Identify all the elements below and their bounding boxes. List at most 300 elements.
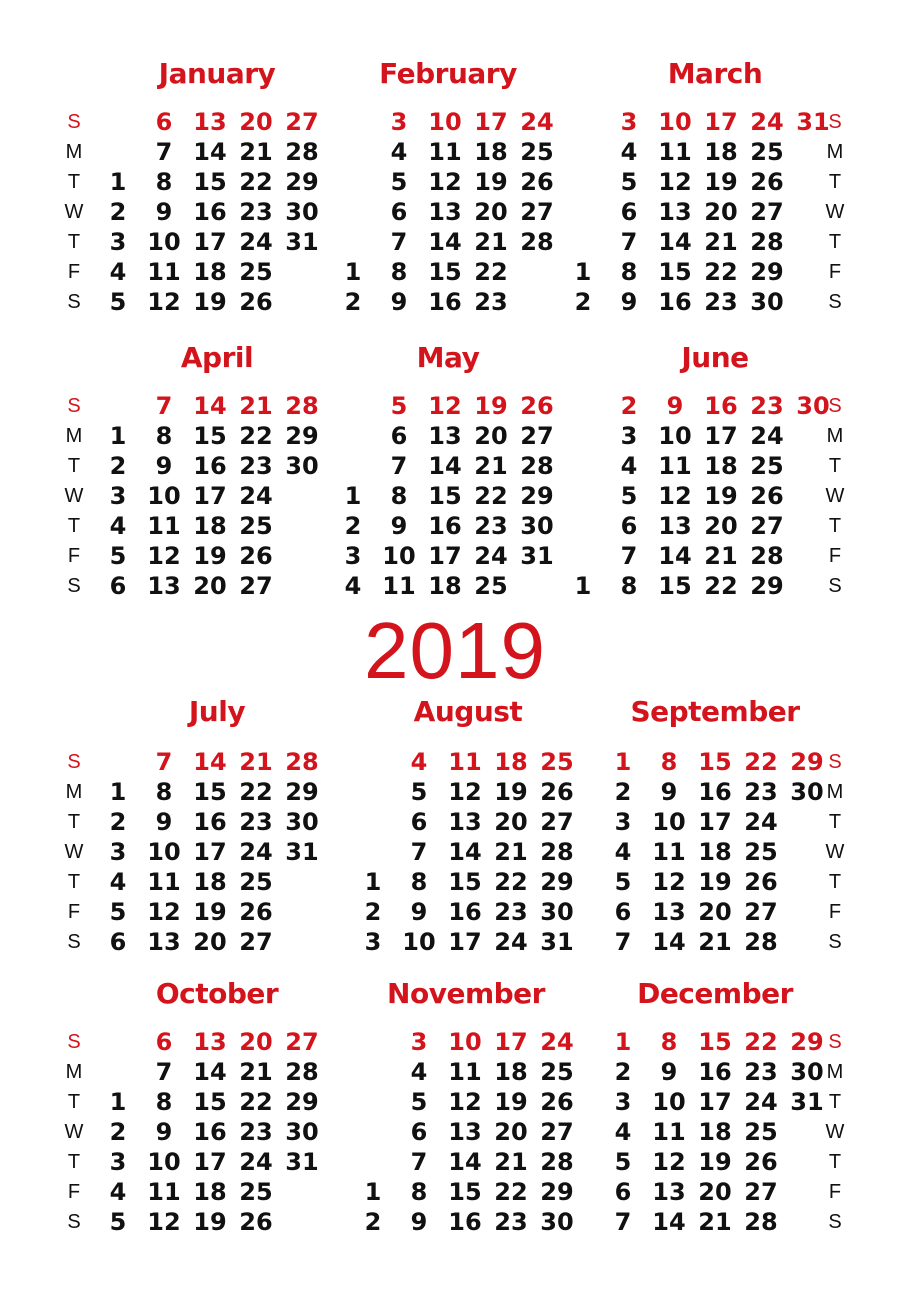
day-cell: 26 [239, 898, 273, 926]
weekday-label: F [67, 901, 81, 923]
day-cell: 9 [410, 1208, 428, 1236]
day-cell: 18 [428, 572, 462, 600]
day-cell: 3 [109, 228, 127, 256]
day-cell: 3 [109, 838, 127, 866]
day-cell: 6 [620, 512, 638, 540]
day-cell: 15 [193, 422, 227, 450]
day-cell: 29 [520, 482, 554, 510]
weekday-label: F [828, 901, 842, 923]
day-cell: 18 [193, 1178, 227, 1206]
weekday-label: T [828, 871, 842, 893]
day-cell: 25 [744, 838, 778, 866]
day-cell: 13 [147, 928, 181, 956]
day-cell: 27 [285, 108, 319, 136]
day-cell: 7 [155, 748, 173, 776]
day-cell: 2 [574, 288, 592, 316]
day-cell: 5 [109, 1208, 127, 1236]
weekday-label: S [828, 1211, 842, 1233]
day-cell: 21 [494, 838, 528, 866]
day-cell: 18 [193, 258, 227, 286]
month-title: February [379, 57, 517, 90]
day-cell: 9 [155, 1118, 173, 1146]
day-cell: 2 [614, 1058, 632, 1086]
day-cell: 22 [239, 1088, 273, 1116]
day-cell: 20 [494, 1118, 528, 1146]
day-cell: 26 [239, 542, 273, 570]
weekday-label: S [67, 291, 81, 313]
day-cell: 20 [698, 898, 732, 926]
day-cell: 16 [428, 512, 462, 540]
day-cell: 26 [750, 482, 784, 510]
day-cell: 20 [494, 808, 528, 836]
day-cell: 8 [155, 778, 173, 806]
day-cell: 18 [494, 1058, 528, 1086]
day-cell: 9 [155, 198, 173, 226]
day-cell: 13 [193, 108, 227, 136]
day-cell: 7 [410, 838, 428, 866]
day-cell: 12 [652, 1148, 686, 1176]
day-cell: 28 [744, 928, 778, 956]
day-cell: 1 [574, 572, 592, 600]
weekday-label: S [67, 1211, 81, 1233]
weekday-label: F [828, 261, 842, 283]
day-cell: 3 [344, 542, 362, 570]
day-cell: 24 [750, 108, 784, 136]
day-cell: 31 [285, 228, 319, 256]
month-title: May [416, 341, 480, 374]
month-title: September [630, 695, 800, 728]
weekday-label: T [67, 171, 81, 193]
day-cell: 12 [658, 168, 692, 196]
day-cell: 26 [520, 168, 554, 196]
weekday-label: S [67, 575, 81, 597]
day-cell: 26 [520, 392, 554, 420]
day-cell: 7 [155, 392, 173, 420]
weekday-label: T [828, 1151, 842, 1173]
day-cell: 20 [698, 1178, 732, 1206]
weekday-label: F [67, 545, 81, 567]
day-cell: 11 [147, 868, 181, 896]
day-cell: 19 [193, 288, 227, 316]
day-cell: 24 [239, 228, 273, 256]
day-cell: 4 [614, 838, 632, 866]
day-cell: 16 [658, 288, 692, 316]
weekday-label: T [828, 231, 842, 253]
day-cell: 11 [448, 1058, 482, 1086]
day-cell: 1 [344, 258, 362, 286]
day-cell: 21 [474, 228, 508, 256]
day-cell: 30 [540, 898, 574, 926]
day-cell: 14 [428, 228, 462, 256]
day-cell: 28 [285, 748, 319, 776]
day-cell: 30 [540, 1208, 574, 1236]
day-cell: 21 [698, 928, 732, 956]
day-cell: 23 [239, 1118, 273, 1146]
day-cell: 20 [193, 572, 227, 600]
day-cell: 15 [428, 258, 462, 286]
day-cell: 11 [652, 838, 686, 866]
day-cell: 22 [744, 1028, 778, 1056]
day-cell: 7 [155, 1058, 173, 1086]
day-cell: 10 [147, 482, 181, 510]
day-cell: 14 [193, 748, 227, 776]
day-cell: 17 [448, 928, 482, 956]
day-cell: 25 [474, 572, 508, 600]
day-cell: 26 [239, 288, 273, 316]
day-cell: 6 [390, 422, 408, 450]
day-cell: 2 [364, 1208, 382, 1236]
day-cell: 28 [520, 452, 554, 480]
weekday-label: F [67, 1181, 81, 1203]
weekday-label: T [828, 811, 842, 833]
day-cell: 18 [704, 452, 738, 480]
day-cell: 10 [147, 228, 181, 256]
day-cell: 27 [520, 198, 554, 226]
day-cell: 2 [109, 808, 127, 836]
day-cell: 11 [147, 258, 181, 286]
day-cell: 28 [285, 392, 319, 420]
day-cell: 8 [155, 1088, 173, 1116]
day-cell: 10 [448, 1028, 482, 1056]
day-cell: 31 [520, 542, 554, 570]
weekday-label: T [67, 811, 81, 833]
day-cell: 25 [540, 1058, 574, 1086]
day-cell: 10 [147, 838, 181, 866]
day-cell: 17 [193, 482, 227, 510]
day-cell: 20 [704, 198, 738, 226]
day-cell: 2 [109, 1118, 127, 1146]
weekday-label: W [64, 485, 84, 507]
day-cell: 15 [658, 258, 692, 286]
day-cell: 13 [428, 422, 462, 450]
month-title: August [413, 695, 523, 728]
day-cell: 14 [658, 542, 692, 570]
day-cell: 16 [193, 198, 227, 226]
day-cell: 2 [109, 198, 127, 226]
weekday-label: T [67, 1151, 81, 1173]
day-cell: 1 [109, 1088, 127, 1116]
day-cell: 7 [410, 1148, 428, 1176]
day-cell: 30 [796, 392, 830, 420]
day-cell: 19 [704, 168, 738, 196]
day-cell: 11 [428, 138, 462, 166]
day-cell: 4 [390, 138, 408, 166]
day-cell: 5 [620, 168, 638, 196]
day-cell: 14 [658, 228, 692, 256]
day-cell: 19 [474, 168, 508, 196]
day-cell: 8 [410, 868, 428, 896]
day-cell: 9 [660, 778, 678, 806]
day-cell: 7 [614, 1208, 632, 1236]
day-cell: 23 [239, 808, 273, 836]
weekday-label: S [828, 395, 842, 417]
day-cell: 18 [193, 868, 227, 896]
day-cell: 8 [660, 748, 678, 776]
day-cell: 5 [614, 1148, 632, 1176]
day-cell: 8 [620, 572, 638, 600]
day-cell: 15 [698, 1028, 732, 1056]
day-cell: 3 [364, 928, 382, 956]
day-cell: 9 [410, 898, 428, 926]
day-cell: 29 [540, 868, 574, 896]
day-cell: 25 [239, 868, 273, 896]
day-cell: 16 [698, 1058, 732, 1086]
day-cell: 17 [698, 1088, 732, 1116]
day-cell: 9 [390, 512, 408, 540]
day-cell: 19 [494, 1088, 528, 1116]
day-cell: 6 [614, 1178, 632, 1206]
day-cell: 21 [698, 1208, 732, 1236]
day-cell: 10 [402, 928, 436, 956]
day-cell: 22 [744, 748, 778, 776]
day-cell: 26 [744, 868, 778, 896]
day-cell: 12 [448, 1088, 482, 1116]
day-cell: 6 [390, 198, 408, 226]
day-cell: 23 [744, 778, 778, 806]
day-cell: 5 [109, 288, 127, 316]
day-cell: 4 [109, 258, 127, 286]
day-cell: 1 [109, 168, 127, 196]
day-cell: 2 [109, 452, 127, 480]
day-cell: 17 [193, 228, 227, 256]
day-cell: 23 [494, 1208, 528, 1236]
day-cell: 17 [474, 108, 508, 136]
day-cell: 18 [698, 838, 732, 866]
day-cell: 27 [239, 572, 273, 600]
day-cell: 19 [193, 1208, 227, 1236]
day-cell: 3 [410, 1028, 428, 1056]
day-cell: 10 [652, 808, 686, 836]
weekday-label: S [67, 931, 81, 953]
day-cell: 4 [620, 452, 638, 480]
weekday-label: S [828, 111, 842, 133]
day-cell: 10 [147, 1148, 181, 1176]
day-cell: 1 [614, 748, 632, 776]
day-cell: 31 [285, 1148, 319, 1176]
day-cell: 1 [109, 422, 127, 450]
day-cell: 22 [239, 168, 273, 196]
day-cell: 21 [239, 138, 273, 166]
day-cell: 31 [540, 928, 574, 956]
weekday-label: T [67, 455, 81, 477]
weekday-label: T [828, 1091, 842, 1113]
month-title: March [667, 57, 763, 90]
day-cell: 13 [448, 1118, 482, 1146]
day-cell: 14 [652, 1208, 686, 1236]
day-cell: 25 [239, 1178, 273, 1206]
day-cell: 24 [540, 1028, 574, 1056]
day-cell: 15 [428, 482, 462, 510]
day-cell: 18 [704, 138, 738, 166]
day-cell: 23 [494, 898, 528, 926]
day-cell: 23 [704, 288, 738, 316]
day-cell: 4 [109, 1178, 127, 1206]
day-cell: 1 [344, 482, 362, 510]
day-cell: 13 [193, 1028, 227, 1056]
weekday-label: F [828, 1181, 842, 1203]
day-cell: 30 [285, 452, 319, 480]
weekday-label: T [67, 515, 81, 537]
day-cell: 6 [109, 572, 127, 600]
day-cell: 24 [239, 482, 273, 510]
day-cell: 5 [390, 392, 408, 420]
day-cell: 7 [390, 452, 408, 480]
day-cell: 8 [660, 1028, 678, 1056]
day-cell: 24 [494, 928, 528, 956]
day-cell: 7 [390, 228, 408, 256]
day-cell: 21 [494, 1148, 528, 1176]
day-cell: 12 [147, 898, 181, 926]
day-cell: 22 [704, 258, 738, 286]
day-cell: 28 [540, 1148, 574, 1176]
day-cell: 16 [448, 898, 482, 926]
month-title: December [637, 977, 793, 1010]
day-cell: 5 [390, 168, 408, 196]
year-title: 2019 [364, 606, 546, 695]
day-cell: 19 [704, 482, 738, 510]
day-cell: 21 [704, 228, 738, 256]
day-cell: 16 [698, 778, 732, 806]
day-cell: 24 [474, 542, 508, 570]
day-cell: 14 [428, 452, 462, 480]
day-cell: 30 [750, 288, 784, 316]
day-cell: 9 [666, 392, 684, 420]
day-cell: 7 [155, 138, 173, 166]
weekday-label: M [826, 781, 844, 803]
day-cell: 22 [474, 482, 508, 510]
day-cell: 12 [147, 1208, 181, 1236]
day-cell: 15 [698, 748, 732, 776]
day-cell: 17 [704, 108, 738, 136]
day-cell: 25 [520, 138, 554, 166]
weekday-label: F [828, 545, 842, 567]
day-cell: 7 [614, 928, 632, 956]
day-cell: 6 [155, 108, 173, 136]
day-cell: 27 [540, 808, 574, 836]
day-cell: 16 [193, 808, 227, 836]
day-cell: 28 [285, 138, 319, 166]
day-cell: 30 [790, 1058, 824, 1086]
day-cell: 17 [698, 808, 732, 836]
weekday-label: S [828, 931, 842, 953]
day-cell: 14 [193, 392, 227, 420]
day-cell: 29 [750, 258, 784, 286]
day-cell: 22 [239, 778, 273, 806]
day-cell: 19 [193, 898, 227, 926]
weekday-label: T [67, 871, 81, 893]
day-cell: 28 [750, 228, 784, 256]
day-cell: 24 [239, 1148, 273, 1176]
day-cell: 6 [410, 808, 428, 836]
day-cell: 6 [620, 198, 638, 226]
day-cell: 15 [193, 168, 227, 196]
day-cell: 8 [155, 168, 173, 196]
day-cell: 14 [448, 838, 482, 866]
day-cell: 16 [193, 452, 227, 480]
day-cell: 14 [448, 1148, 482, 1176]
day-cell: 31 [790, 1088, 824, 1116]
day-cell: 31 [796, 108, 830, 136]
day-cell: 27 [285, 1028, 319, 1056]
day-cell: 22 [474, 258, 508, 286]
day-cell: 14 [193, 1058, 227, 1086]
day-cell: 23 [239, 198, 273, 226]
day-cell: 4 [620, 138, 638, 166]
day-cell: 22 [239, 422, 273, 450]
day-cell: 15 [658, 572, 692, 600]
day-cell: 28 [285, 1058, 319, 1086]
day-cell: 27 [750, 198, 784, 226]
day-cell: 19 [494, 778, 528, 806]
day-cell: 20 [474, 198, 508, 226]
day-cell: 18 [193, 512, 227, 540]
day-cell: 31 [285, 838, 319, 866]
weekday-label: M [826, 141, 844, 163]
day-cell: 25 [540, 748, 574, 776]
day-cell: 8 [410, 1178, 428, 1206]
day-cell: 3 [614, 808, 632, 836]
day-cell: 29 [285, 1088, 319, 1116]
day-cell: 8 [620, 258, 638, 286]
day-cell: 12 [428, 168, 462, 196]
day-cell: 23 [474, 512, 508, 540]
day-cell: 12 [147, 288, 181, 316]
day-cell: 11 [147, 1178, 181, 1206]
day-cell: 20 [239, 108, 273, 136]
day-cell: 3 [390, 108, 408, 136]
day-cell: 4 [109, 512, 127, 540]
day-cell: 12 [448, 778, 482, 806]
day-cell: 25 [239, 258, 273, 286]
weekday-label: S [828, 291, 842, 313]
weekday-label: W [825, 841, 845, 863]
day-cell: 27 [239, 928, 273, 956]
day-cell: 18 [494, 748, 528, 776]
day-cell: 8 [390, 258, 408, 286]
month-title: January [158, 57, 276, 90]
day-cell: 23 [239, 452, 273, 480]
weekday-label: M [65, 781, 83, 803]
day-cell: 25 [744, 1118, 778, 1146]
day-cell: 3 [109, 482, 127, 510]
day-cell: 25 [750, 452, 784, 480]
day-cell: 2 [614, 778, 632, 806]
day-cell: 11 [658, 452, 692, 480]
day-cell: 12 [428, 392, 462, 420]
day-cell: 30 [285, 808, 319, 836]
day-cell: 3 [620, 422, 638, 450]
day-cell: 1 [109, 778, 127, 806]
day-cell: 10 [382, 542, 416, 570]
day-cell: 6 [410, 1118, 428, 1146]
day-cell: 1 [364, 868, 382, 896]
month-title: July [188, 695, 246, 728]
weekday-label: W [825, 485, 845, 507]
day-cell: 4 [410, 748, 428, 776]
day-cell: 22 [494, 1178, 528, 1206]
day-cell: 13 [147, 572, 181, 600]
weekday-label: T [67, 231, 81, 253]
day-cell: 24 [520, 108, 554, 136]
day-cell: 12 [652, 868, 686, 896]
day-cell: 19 [193, 542, 227, 570]
weekday-label: S [67, 111, 81, 133]
weekday-label: S [828, 751, 842, 773]
day-cell: 15 [193, 778, 227, 806]
day-cell: 8 [390, 482, 408, 510]
day-cell: 23 [474, 288, 508, 316]
day-cell: 8 [155, 422, 173, 450]
